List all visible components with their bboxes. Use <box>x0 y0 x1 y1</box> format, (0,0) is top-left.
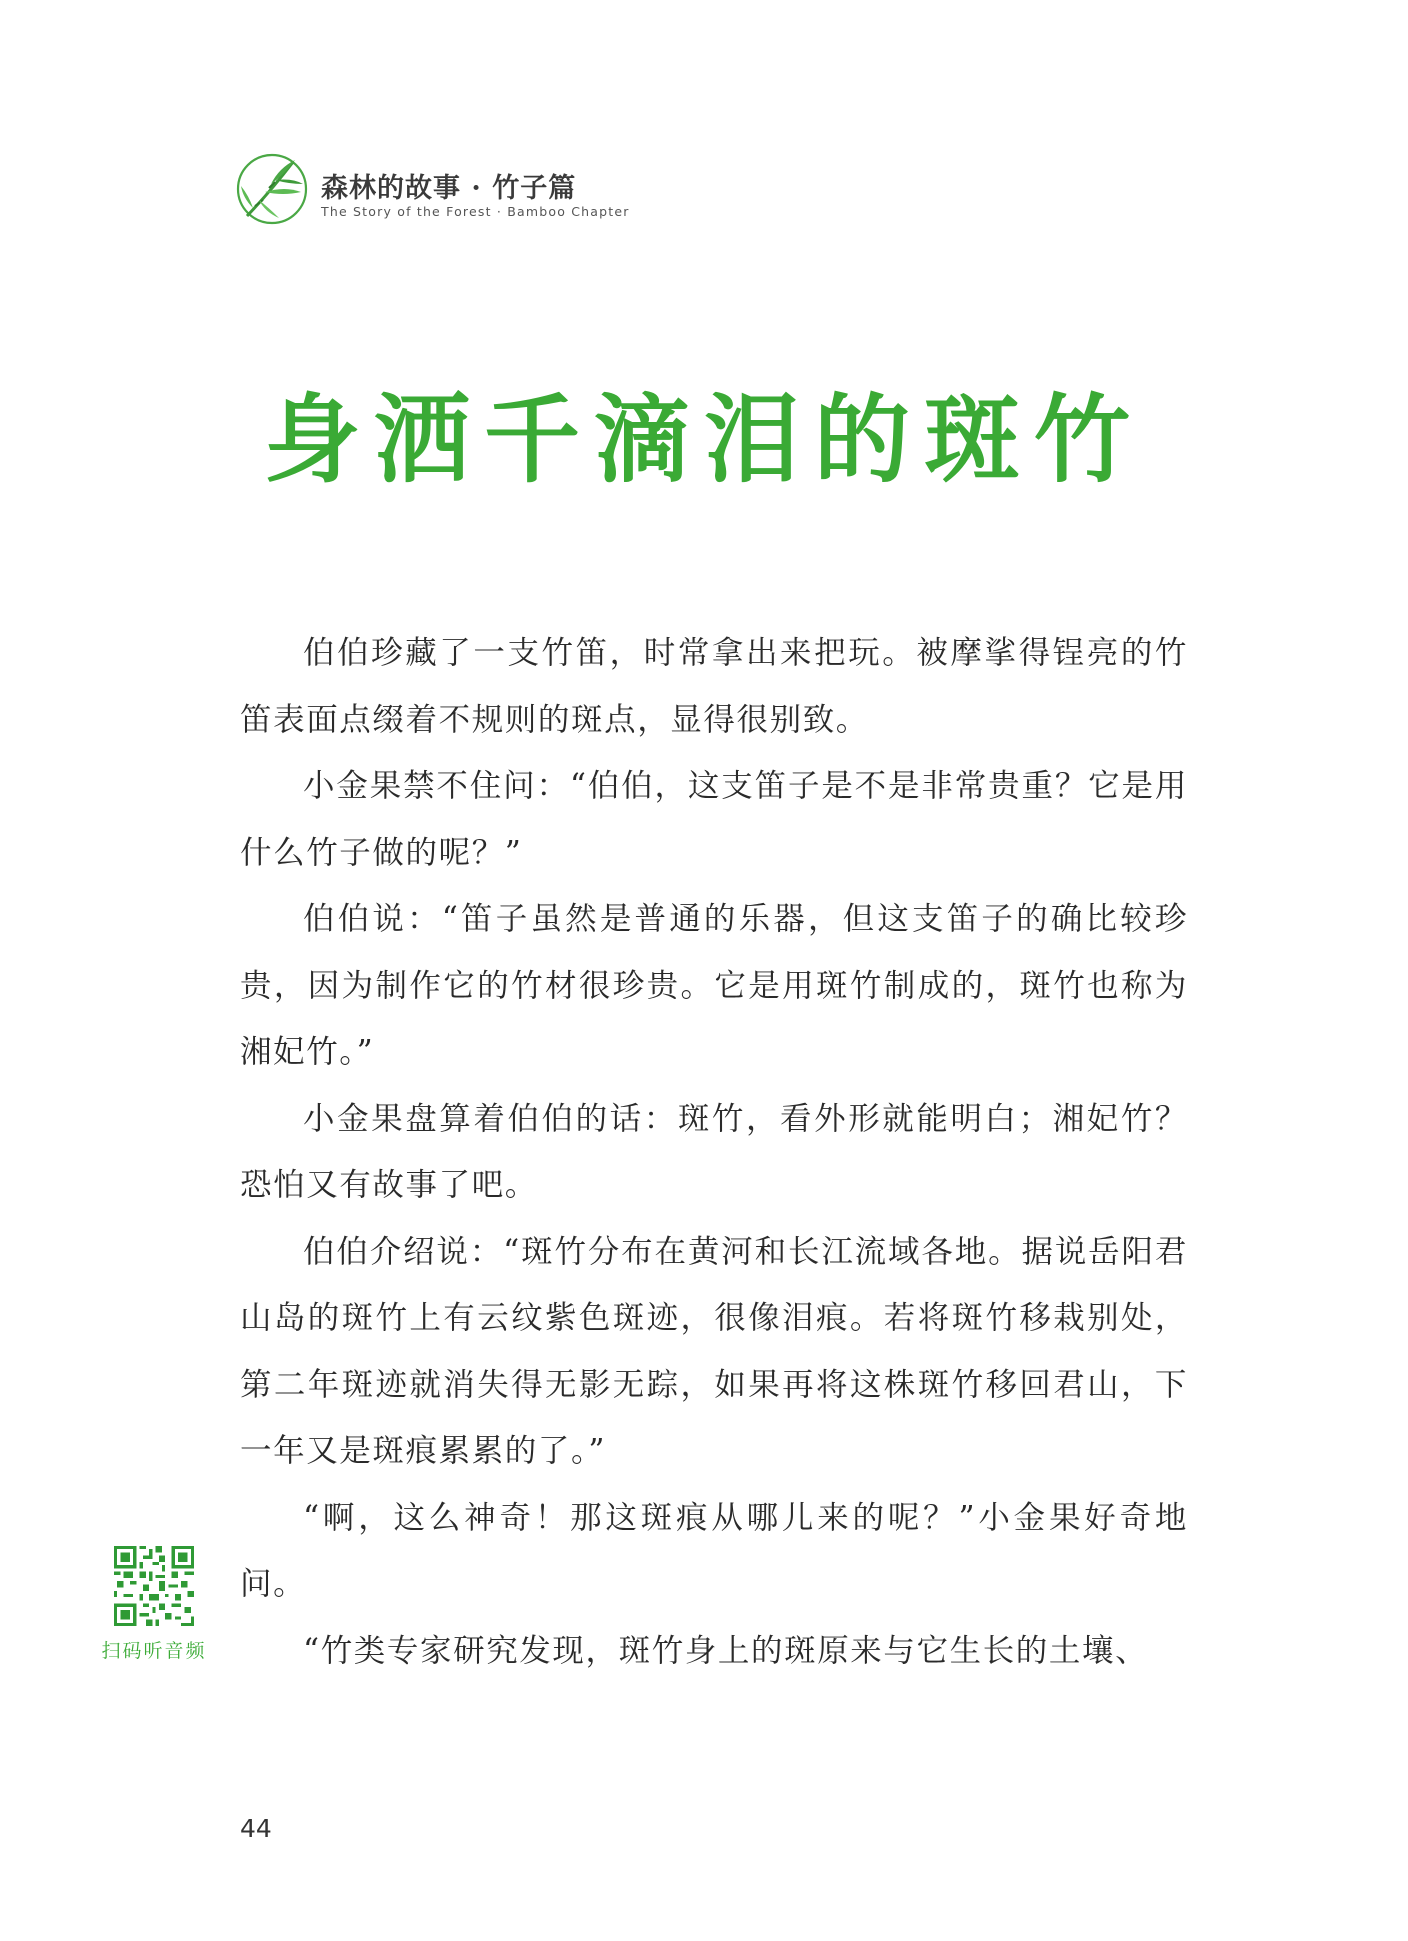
paragraph: 伯伯珍藏了一支竹笛，时常拿出来把玩。被摩挲得锃亮的竹笛表面点缀着不规则的斑点，显得很别致。 <box>240 635 1188 738</box>
qr-code-icon[interactable] <box>114 1546 194 1626</box>
book-series-title: 森林的故事 · 竹子篇 <box>321 173 577 204</box>
paragraph: “啊，这么神奇！那这斑痕从哪儿来的呢？”小金果好奇地问。 <box>240 1499 1188 1602</box>
page-header <box>235 152 835 232</box>
paragraph: 小金果禁不住问：“伯伯，这支笛子是不是非常贵重？它是用什么竹子做的呢？” <box>240 768 1188 871</box>
article-title: 身洒千滴泪的斑竹 <box>264 384 1144 496</box>
bamboo-leaf-logo-icon <box>235 152 309 226</box>
qr-caption: 扫码听音频 <box>101 1640 207 1662</box>
paragraph: “竹类专家研究发现，斑竹身上的斑原来与它生长的土壤、 <box>303 1632 1149 1669</box>
page-number: 44 <box>240 1814 272 1843</box>
article-body <box>240 620 1188 1684</box>
paragraph: 伯伯说：“笛子虽然是普通的乐器，但这支笛子的确比较珍贵，因为制作它的竹材很珍贵。它是用斑竹制成的，斑竹也称为湘妃竹。” <box>240 901 1188 1070</box>
paragraph: 伯伯介绍说：“斑竹分布在黄河和长江流域各地。据说岳阳君山岛的斑竹上有云纹紫色斑迹，很像泪痕。若将斑竹移栽别处，第二年斑迹就消失得无影无踪，如果再将这株斑竹移回君山，下一年又是斑痕累累的了。” <box>240 1233 1188 1469</box>
book-series-subtitle: The Story of the Forest · Bamboo Chapter <box>321 204 630 219</box>
paragraph: 小金果盘算着伯伯的话：斑竹，看外形就能明白；湘妃竹？恐怕又有故事了吧。 <box>240 1100 1188 1203</box>
